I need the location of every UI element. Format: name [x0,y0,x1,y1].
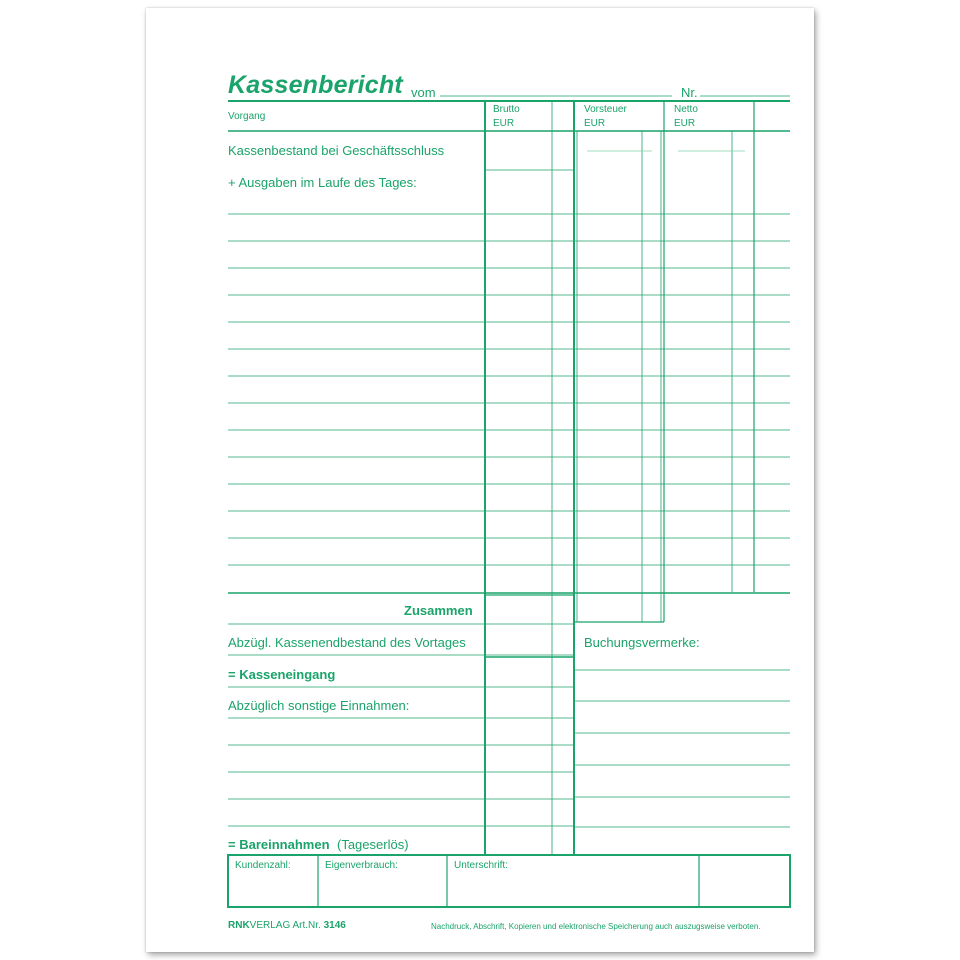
col-vorsteuer-unit: EUR [584,118,606,129]
footer-brand-bold: RNK [228,920,250,931]
box-unterschrift: Unterschrift: [454,860,508,871]
col-netto-unit: EUR [674,118,696,129]
row-kasseneingang: = Kasseneingang [228,667,336,682]
box-eigenverbrauch: Eigenverbrauch: [325,860,398,871]
row-bareinnahmen: = Bareinnahmen [228,837,330,852]
row-tageserloes: (Tageserlös) [337,837,409,852]
row-zusammen: Zusammen [404,603,473,618]
footer-notice: Nachdruck, Abschrift, Kopieren und elektronische Speicherung auch auszugsweise verboten. [431,922,761,931]
row-ausgaben: + Ausgaben im Laufe des Tages: [228,175,417,190]
buchungsvermerke-label: Buchungsvermerke: [584,635,700,650]
vom-label: vom [411,85,436,100]
box-kundenzahl: Kundenzahl: [235,860,291,871]
col-brutto-unit: EUR [493,118,515,129]
form-title: Kassenbericht [228,71,403,99]
footer-brand [228,921,346,931]
col-netto: Netto [674,104,698,115]
footer-brand-rest: VERLAG Art.Nr. [249,920,321,931]
col-vorgang: Vorgang [228,111,266,122]
col-brutto: Brutto [493,104,520,115]
footer-art-nr: 3146 [323,920,346,931]
row-kassenbestand: Kassenbestand bei Geschäftsschluss [228,143,445,158]
nr-label: Nr. [681,85,698,100]
row-sonstige: Abzüglich sonstige Einnahmen: [228,698,410,713]
row-abzuegl-vortag: Abzügl. Kassenendbestand des Vortages [228,635,466,650]
col-vorsteuer: Vorsteuer [584,104,627,115]
